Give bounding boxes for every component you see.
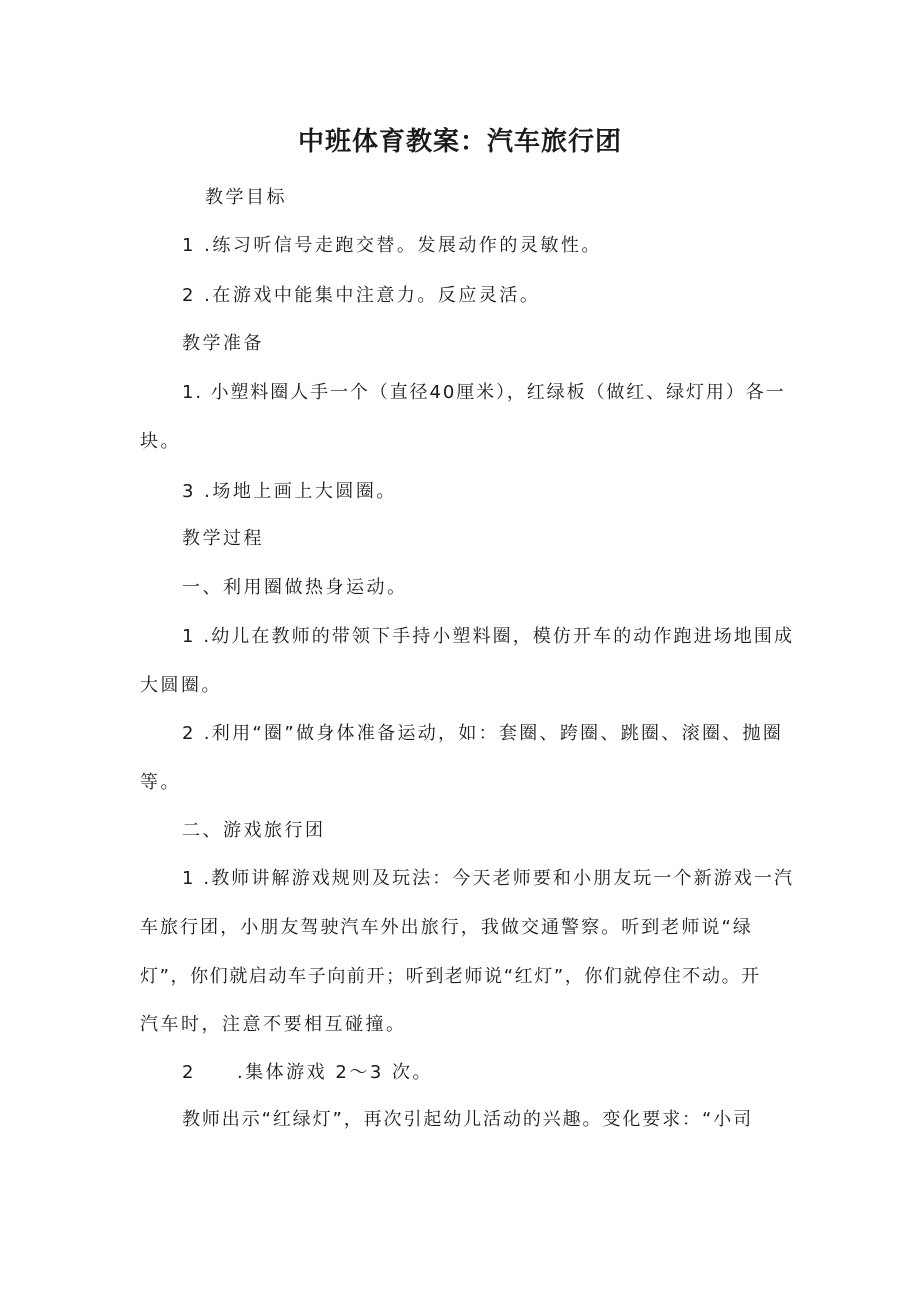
paragraph-line-justified xyxy=(140,381,792,405)
paragraph-line: 块。 xyxy=(140,431,181,452)
paragraph-line: 汽车时，注意不要相互碰撞。 xyxy=(140,1014,407,1035)
paragraph-line: 1 .幼儿在教师的带领下手持小塑料圈，模仿开车的动作跑进场地围成 xyxy=(182,626,795,647)
section-heading-process: 教学过程 xyxy=(182,528,264,549)
section-heading-preparation: 教学准备 xyxy=(182,333,264,354)
section-heading-goals: 教学目标 xyxy=(205,187,287,208)
paragraph-line: 3 .场地上画上大圆圈。 xyxy=(182,481,397,502)
paragraph-line: 1 .练习听信号走跑交替。发展动作的灵敏性。 xyxy=(182,235,602,256)
paragraph-line: 1 .教师讲解游戏规则及玩法：今天老师要和小朋友玩一个新游戏一汽 xyxy=(182,868,795,889)
paragraph-line: 灯”，你们就启动车子向前开；听到老师说“红灯”，你们就停住不动。开 xyxy=(140,966,761,987)
paragraph-line: 等。 xyxy=(140,772,181,793)
paragraph-line: 一、利用圈做热身运动。 xyxy=(182,577,408,598)
paragraph-line: 2 .利用“圈”做身体准备运动，如：套圈、跨圈、跳圈、滚圈、抛圈 xyxy=(182,723,784,744)
document-title: 中班体育教案：汽车旅行团 xyxy=(297,127,622,157)
paragraph-line: 大圆圈。 xyxy=(140,675,222,696)
line-text: 1. 小塑料圈人手一个（直径40厘米），红绿板（做红、绿灯用）各一 xyxy=(182,382,786,403)
paragraph-line: 2 .集体游戏 2～3 次。 xyxy=(182,1062,434,1083)
section-heading-game: 二、游戏旅行团 xyxy=(182,820,326,841)
paragraph-line: 车旅行团，小朋友驾驶汽车外出旅行，我做交通警察。听到老师说“绿 xyxy=(140,917,753,938)
paragraph-line: 2 .在游戏中能集中注意力。反应灵活。 xyxy=(182,285,541,306)
paragraph-line: 教师出示“红绿灯”，再次引起幼儿活动的兴趣。变化要求：“小司 xyxy=(182,1109,753,1130)
